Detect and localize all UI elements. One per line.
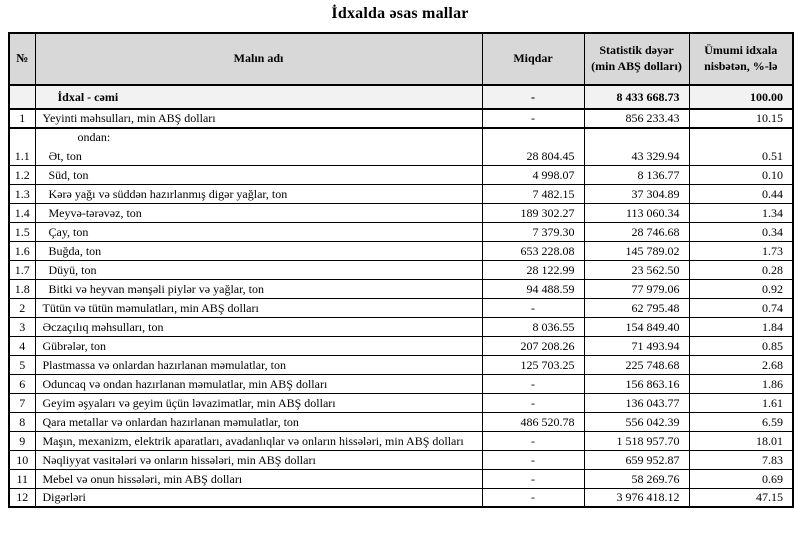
table-cell-name: Gübrələr, ton xyxy=(35,336,482,355)
table-cell-no: 1.1 xyxy=(14,148,30,163)
column-header-no: № xyxy=(9,33,35,85)
table-cell-name: Tütün və tütün məmulatları, min ABŞ dolları xyxy=(35,298,482,317)
table-cell-qty xyxy=(482,128,584,146)
table-row xyxy=(9,165,793,184)
table-cell-value: 77 979.06 xyxy=(584,279,689,298)
table-cell-value: 659 952.87 xyxy=(584,450,689,469)
table-row xyxy=(9,412,793,431)
table-cell-qty: 125 703.25 xyxy=(482,355,584,374)
table-cell-share: 1.73 xyxy=(689,241,793,260)
table-cell-qty: 8 036.55 xyxy=(482,317,584,336)
table-row xyxy=(9,128,793,146)
table-cell-value: 113 060.34 xyxy=(584,203,689,222)
table-row xyxy=(9,317,793,336)
table-cell-no: 1.7 xyxy=(9,260,35,279)
table-cell-share: 6.59 xyxy=(689,412,793,431)
table-cell-name: ondan: xyxy=(35,128,482,146)
table-row xyxy=(9,393,793,412)
table-cell-qty: - xyxy=(482,109,584,128)
table-cell-qty: 4 998.07 xyxy=(482,165,584,184)
table-cell-value: 8 433 668.73 xyxy=(584,85,689,109)
column-header-share: Ümumi idxala nisbətən, %-lə xyxy=(689,33,793,85)
table-cell-qty: 653 228.08 xyxy=(482,241,584,260)
table-cell-value: 71 493.94 xyxy=(584,336,689,355)
table-cell-value: 154 849.40 xyxy=(584,317,689,336)
table-body xyxy=(9,85,793,507)
table-cell-qty: - xyxy=(482,85,584,109)
table-row xyxy=(9,488,793,507)
table-cell-share: 0.51 xyxy=(689,146,793,165)
table-cell-no: 6 xyxy=(9,374,35,393)
table-cell-qty: 28 122.99 xyxy=(482,260,584,279)
table-cell-share: 0.74 xyxy=(689,298,793,317)
table-row xyxy=(9,374,793,393)
table-cell-qty: 7 379.30 xyxy=(482,222,584,241)
table-cell-qty: - xyxy=(482,488,584,507)
table-cell-name: Buğda, ton xyxy=(35,241,482,260)
page-title: İdxalda əsas mallar xyxy=(331,5,469,22)
table-cell-share: 0.10 xyxy=(689,165,793,184)
table-cell-qty: - xyxy=(482,298,584,317)
table-row xyxy=(9,298,793,317)
table-cell-share xyxy=(689,128,793,146)
table-cell-value: 28 746.68 xyxy=(584,222,689,241)
table-cell-value: 37 304.89 xyxy=(584,184,689,203)
table-cell-value: 225 748.68 xyxy=(584,355,689,374)
table-cell-name: Mebel və onun hissələri, min ABŞ dolları xyxy=(35,469,482,488)
imports-table xyxy=(8,32,794,508)
table-cell-qty: - xyxy=(482,469,584,488)
table-cell-value xyxy=(584,128,689,146)
table-header-row xyxy=(9,33,793,85)
table-cell-no: 10 xyxy=(9,450,35,469)
table-cell-name: Bitki və heyvan mənşəli piylər və yağlar, ton xyxy=(35,279,482,298)
table-cell-name: Digərləri xyxy=(35,488,482,507)
table-cell-share: 2.68 xyxy=(689,355,793,374)
table-cell-value: 556 042.39 xyxy=(584,412,689,431)
table-cell-no: 1.6 xyxy=(9,241,35,260)
table-row xyxy=(9,355,793,374)
table-cell-value: 856 233.43 xyxy=(584,109,689,128)
column-header-name: Malın adı xyxy=(35,33,482,85)
table-cell-value: 58 269.76 xyxy=(584,469,689,488)
table-cell-value: 136 043.77 xyxy=(584,393,689,412)
table-cell-no: 11 xyxy=(9,469,35,488)
table-cell-qty: 28 804.45 xyxy=(482,146,584,165)
table-cell-share: 0.28 xyxy=(689,260,793,279)
table-cell-share: 0.34 xyxy=(689,222,793,241)
table-cell-share: 0.69 xyxy=(689,469,793,488)
table-cell-value: 1 518 957.70 xyxy=(584,431,689,450)
table-row xyxy=(9,336,793,355)
table-cell-no: 1.8 xyxy=(9,279,35,298)
table-cell-no: 1.2 xyxy=(9,165,35,184)
table-cell-qty: - xyxy=(482,431,584,450)
table-cell-value: 62 795.48 xyxy=(584,298,689,317)
column-header-value: Statistik dəyər (min ABŞ dolları) xyxy=(584,33,689,85)
table-row xyxy=(9,260,793,279)
table-cell-name: Plastmassa və onlardan hazırlanan məmulatlar, ton xyxy=(35,355,482,374)
table-cell-name: Ət, ton xyxy=(35,146,482,165)
table-cell-no: 9 xyxy=(9,431,35,450)
table-cell-no: 1.4 xyxy=(9,203,35,222)
table-row xyxy=(9,109,793,128)
table-cell-share: 1.86 xyxy=(689,374,793,393)
table-row xyxy=(9,431,793,450)
table-row xyxy=(9,241,793,260)
table-cell-name: Qara metallar və onlardan hazırlanan məmulatlar, ton xyxy=(35,412,482,431)
table-row xyxy=(9,279,793,298)
table-cell-qty: - xyxy=(482,374,584,393)
table-cell-share: 7.83 xyxy=(689,450,793,469)
table-cell-no: 1.5 xyxy=(9,222,35,241)
table-cell-no: 2 xyxy=(9,298,35,317)
table-cell-share: 1.34 xyxy=(689,203,793,222)
table-cell-qty: 7 482.15 xyxy=(482,184,584,203)
table-cell-qty: 189 302.27 xyxy=(482,203,584,222)
table-cell-value: 145 789.02 xyxy=(584,241,689,260)
table-cell-value: 8 136.77 xyxy=(584,165,689,184)
table-cell-share: 100.00 xyxy=(689,85,793,109)
table-cell-name: Meyvə-tərəvəz, ton xyxy=(35,203,482,222)
table-cell-name: Geyim əşyaları və geyim üçün ləvazimatlar, min ABŞ dolları xyxy=(35,393,482,412)
table-cell-no: 1.3 xyxy=(9,184,35,203)
table-row xyxy=(9,184,793,203)
table-cell-name: İdxal - cəmi xyxy=(35,85,482,109)
table-cell-share: 0.44 xyxy=(689,184,793,203)
table-row xyxy=(9,146,793,165)
table-cell-qty: - xyxy=(482,393,584,412)
table-cell-name: Əczaçılıq məhsulları, ton xyxy=(35,317,482,336)
table-cell-share: 10.15 xyxy=(689,109,793,128)
table-cell-share: 0.85 xyxy=(689,336,793,355)
table-cell-name: Oduncaq və ondan hazırlanan məmulatlar, min ABŞ dolları xyxy=(35,374,482,393)
table-cell-name: Kərə yağı və süddən hazırlanmış digər yağlar, ton xyxy=(35,184,482,203)
table-cell-name: Yeyinti məhsulları, min ABŞ dolları xyxy=(35,109,482,128)
table-cell-qty: 94 488.59 xyxy=(482,279,584,298)
table-cell-no xyxy=(9,128,35,146)
table-cell-share: 18.01 xyxy=(689,431,793,450)
table-row xyxy=(9,469,793,488)
table-cell-share: 47.15 xyxy=(689,488,793,507)
table-cell-value: 43 329.94 xyxy=(584,146,689,165)
table-row xyxy=(9,450,793,469)
table-cell-no: 4 xyxy=(9,336,35,355)
table-cell-no: 3 xyxy=(9,317,35,336)
table-cell-value: 3 976 418.12 xyxy=(584,488,689,507)
table-cell-no: 8 xyxy=(9,412,35,431)
table-cell-no: 1 xyxy=(9,109,35,128)
table-cell-qty: - xyxy=(482,450,584,469)
table-row xyxy=(9,85,793,109)
table-cell-name: Maşın, mexanizm, elektrik aparatları, avadanlıqlar və onların hissələri, min ABŞ dolları xyxy=(35,431,482,450)
table-row xyxy=(9,203,793,222)
table-row xyxy=(9,222,793,241)
table-cell-no: 5 xyxy=(9,355,35,374)
column-header-qty: Miqdar xyxy=(482,33,584,85)
table-cell-share: 1.84 xyxy=(689,317,793,336)
table-cell-name: Nəqliyyat vasitələri və onların hissələri, min ABŞ dolları xyxy=(35,450,482,469)
table-cell-name: Süd, ton xyxy=(35,165,482,184)
table-cell-qty: 486 520.78 xyxy=(482,412,584,431)
table-cell-no: 12 xyxy=(9,488,35,507)
table-cell-value: 156 863.16 xyxy=(584,374,689,393)
table-cell-qty: 207 208.26 xyxy=(482,336,584,355)
table-cell-name: Çay, ton xyxy=(35,222,482,241)
table-cell-no xyxy=(9,85,35,109)
table-cell-share: 1.61 xyxy=(689,393,793,412)
table-cell-name: Düyü, ton xyxy=(35,260,482,279)
table-cell-value: 23 562.50 xyxy=(584,260,689,279)
table-cell-share: 0.92 xyxy=(689,279,793,298)
table-cell-no: 7 xyxy=(9,393,35,412)
